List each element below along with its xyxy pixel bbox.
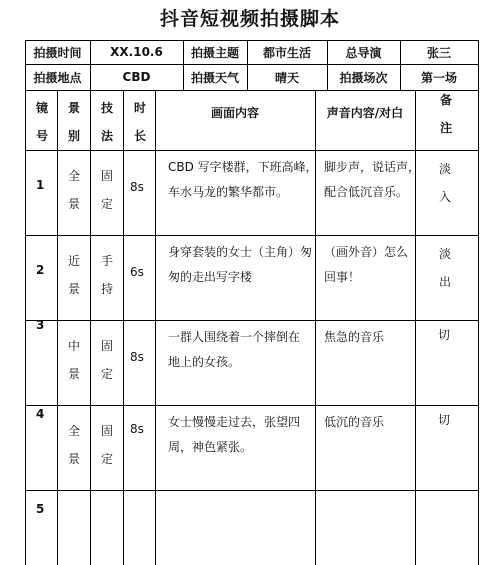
header-sound: 声音内容/对白 (326, 106, 404, 120)
cell-sound-line: 配合低沉音乐。 (324, 185, 409, 199)
table-row-line (25, 405, 479, 406)
info-cell: CBD (122, 70, 151, 84)
table-row-line (25, 320, 479, 321)
info-cell: 拍摄时间 (33, 45, 82, 60)
cell-note: 淡 入 (438, 162, 451, 204)
header-duration: 时 长 (133, 101, 146, 143)
cell-scale: 近 景 (67, 254, 80, 296)
cell-duration: 6s (130, 265, 144, 279)
shot-number: 2 (36, 263, 45, 277)
cell-picture-line: 女士慢慢走过去，张望四 (168, 415, 301, 429)
header-technique: 技 法 (100, 101, 113, 143)
cell-duration: 8s (130, 422, 144, 436)
cell-note: 切 (438, 328, 451, 342)
info-cell: 拍摄场次 (339, 70, 388, 85)
cell-sound-line: 脚步声，说话声， (324, 160, 421, 174)
cell-duration: 8s (130, 350, 144, 364)
cell-sound-line: （画外音）怎么 (324, 245, 409, 259)
cell-sound-line: 低沉的音乐 (324, 415, 385, 429)
table-row-line (25, 490, 479, 491)
cell-picture-line: 匆的走出写字楼 (168, 270, 253, 284)
header-shot: 镜 号 (35, 101, 48, 143)
cell-technique: 固 定 (100, 424, 113, 466)
info-cell: 总导演 (345, 45, 382, 60)
cell-technique: 固 定 (100, 169, 113, 211)
table-row-line (25, 235, 479, 236)
cell-picture-line: 身穿套装的女士（主角）匆 (168, 245, 313, 259)
info-cell: 都市生活 (262, 45, 311, 60)
info-cell: 第一场 (420, 70, 457, 85)
info-cell: 张三 (426, 45, 451, 60)
shot-number: 5 (36, 502, 45, 516)
info-cell: 拍摄主题 (190, 45, 239, 60)
cell-sound-line: 焦急的音乐 (324, 330, 385, 344)
shot-number: 4 (36, 407, 45, 421)
cell-technique: 手 持 (100, 254, 113, 296)
cell-scale: 中 景 (67, 339, 80, 381)
header-scale: 景 别 (67, 101, 80, 143)
table-row-line (25, 150, 479, 151)
cell-picture-line: 周，神色紧张。 (168, 440, 253, 454)
info-cell: 拍摄地点 (33, 70, 82, 85)
cell-picture-line: CBD 写字楼群，下班高峰， (168, 160, 318, 174)
header-picture: 画面内容 (210, 106, 259, 120)
cell-note: 淡 出 (438, 247, 451, 289)
info-cell: XX.10.6 (110, 45, 163, 59)
table-border-left (25, 40, 26, 565)
header-note: 备 注 (439, 93, 452, 135)
shot-number: 1 (36, 178, 45, 192)
cell-duration: 8s (130, 180, 144, 194)
cell-technique: 固 定 (100, 339, 113, 381)
table-col-line (90, 90, 91, 565)
info-row-line (25, 90, 479, 91)
table-col-line (123, 90, 124, 565)
cell-scale: 全 景 (67, 424, 80, 466)
page-title: 抖音短视频拍摄脚本 (159, 8, 340, 30)
cell-picture-line: 地上的女孩。 (168, 355, 241, 369)
cell-picture-line: 车水马龙的繁华都市。 (168, 185, 289, 199)
table-col-line (57, 90, 58, 565)
info-cell: 晴天 (274, 70, 299, 85)
table-col-line (155, 90, 156, 565)
cell-sound-line: 回事！ (324, 270, 361, 284)
info-cell: 拍摄天气 (190, 70, 239, 85)
cell-picture-line: 一群人围绕着一个摔倒在 (168, 330, 301, 344)
cell-scale: 全 景 (67, 169, 80, 211)
shot-number: 3 (36, 318, 45, 332)
cell-note: 切 (438, 413, 451, 427)
table-border-right (478, 40, 479, 565)
